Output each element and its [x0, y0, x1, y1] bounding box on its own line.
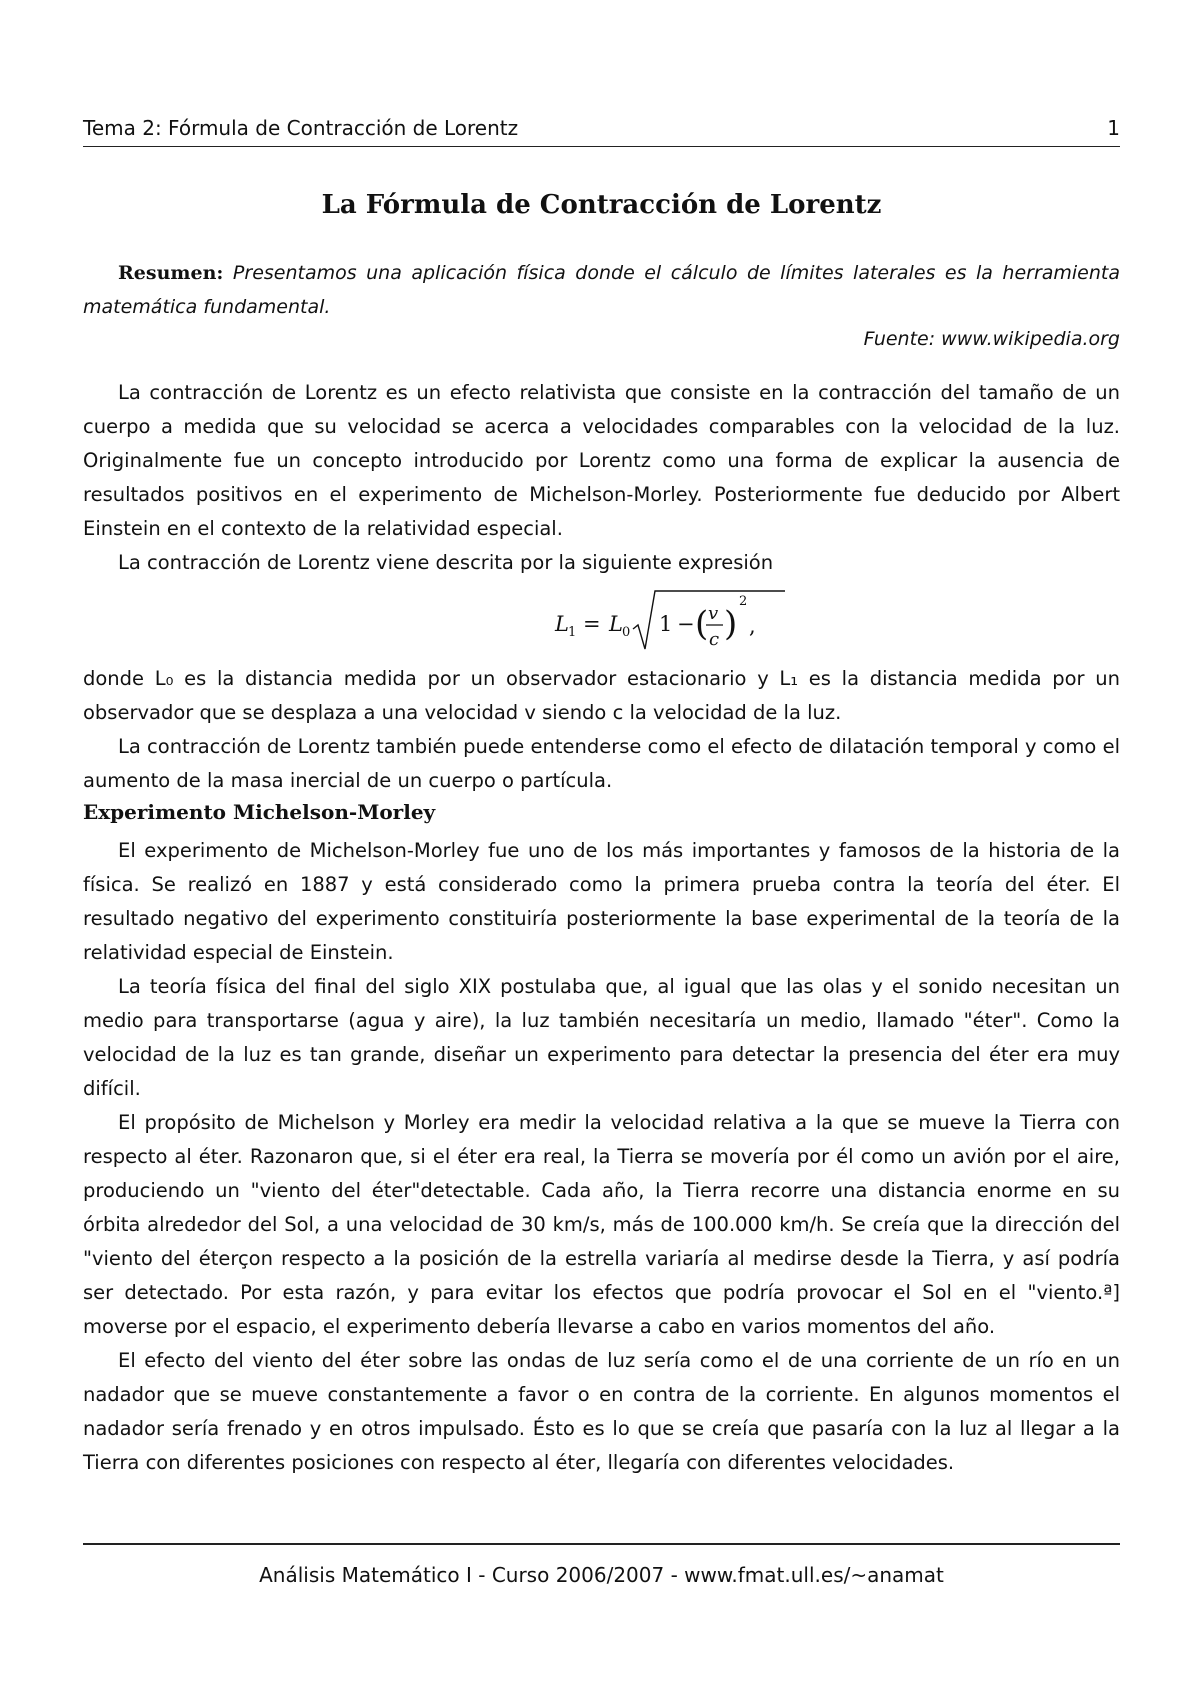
section-paragraphs — [83, 834, 1120, 1480]
running-header — [83, 116, 1120, 147]
paragraph: El experimento de Michelson-Morley fue uno de los más importantes y famosos de la historia de la física. Se realizó en 1887 y está considerado como la primera prueba contra la teoría del éter. El resultado negativo del experimento constituiría posteriormente la base experimental de la teoría de la relatividad especial de Einstein. — [83, 839, 1120, 964]
formula-den: c — [709, 629, 720, 650]
formula-comma: , — [749, 614, 756, 638]
post-formula-paragraphs — [83, 662, 1120, 798]
abstract-label: Resumen: — [118, 262, 224, 284]
formula-minus: − — [677, 612, 695, 636]
paragraph: donde L₀ es la distancia medida por un observador estacionario y L₁ es la distancia medida por un observador que se desplaza a una velocidad v siendo c la velocidad de la luz. — [83, 667, 1120, 724]
intro-paragraphs — [83, 376, 1120, 580]
formula-lhs: L — [555, 612, 569, 636]
section-heading: Experimento Michelson-Morley — [83, 800, 436, 824]
paragraph: La contracción de Lorentz viene descrita por la siguiente expresión — [118, 551, 774, 574]
header-title: Tema 2: Fórmula de Contracción de Lorentz — [83, 116, 519, 140]
paragraph: El efecto del viento del éter sobre las ondas de luz sería como el de una corriente de un río en un nadador que se mueve constantemente a favor o en contra de la corriente. En algunos momentos el nadador sería frenado y en otros impulsado. Ésto es lo que se creía que pasaría con la luz al llegar a la Tierra con diferentes posiciones con respecto al éter, llegaría con diferentes velocidades. — [83, 1349, 1120, 1474]
paragraph: La teoría física del final del siglo XIX postulaba que, al igual que las olas y el sonido necesitan un medio para transportarse (agua y aire), la luz también necesitaría un medio, llamado "éter". Como la velocidad de la luz es tan grande, diseñar un experimento para detectar la presencia del éter era muy difícil. — [83, 975, 1120, 1100]
paragraph: La contracción de Lorentz también puede entenderse como el efecto de dilatación temporal y como el aumento de la masa inercial de un cuerpo o partícula. — [83, 735, 1120, 792]
document-page — [83, 0, 1120, 1698]
formula-l0-sub: 0 — [622, 625, 631, 640]
footer-text: Análisis Matemático I - Curso 2006/2007 - www.fmat.ull.es/~anamat — [259, 1563, 944, 1587]
paragraph: El propósito de Michelson y Morley era medir la velocidad relativa a la que se mueve la Tierra con respecto al éter. Razonaron que, si el éter era real, la Tierra se movería por él como un avión por el aire, produciendo un "viento del éter"detectable. Cada año, la Tierra recorre una distancia enorme en su órbita alrededor del Sol, a una velocidad de 30 km/s, más de 100.000 km/h. Se creía que la dirección del "viento del éterçon respecto a la posición de la estrella variaría al medirse desde la Tierra, y así podría ser detectado. Por esta razón, y para evitar los efectos que podría provocar el Sol en el "viento.ª] moverse por el espacio, el experimento debería llevarse a cabo en varios momentos del año. — [83, 1111, 1120, 1338]
formula-num: v — [708, 603, 719, 624]
abstract-text: Presentamos una aplicación física donde el cálculo de límites laterales es la herramienta matemática fundamental. — [83, 262, 1121, 318]
page-footer — [83, 1543, 1120, 1587]
lorentz-formula — [83, 585, 1120, 655]
page-number: 1 — [1107, 116, 1120, 140]
document-title: La Fórmula de Contracción de Lorentz — [321, 190, 882, 220]
formula-one: 1 — [659, 612, 673, 636]
formula-lhs-sub: 1 — [568, 625, 577, 640]
right-paren: ) — [724, 604, 738, 644]
paragraph: La contracción de Lorentz es un efecto relativista que consiste en la contracción del tamaño de un cuerpo a medida que su velocidad se acerca a velocidades comparables con la velocidad de la luz. Originalmente fue un concepto introducido por Lorentz como una forma de explicar la ausencia de resultados positivos en el experimento de Michelson-Morley. Posteriormente fue deducido por Albert Einstein en el contexto de la relatividad especial. — [83, 381, 1120, 540]
formula-graphic — [553, 585, 793, 657]
formula-equals: = — [583, 612, 601, 636]
formula-exp: 2 — [739, 594, 748, 609]
left-paren: ( — [695, 604, 709, 644]
formula-l0: L — [609, 612, 623, 636]
abstract — [83, 256, 1120, 324]
abstract-source: Fuente: www.wikipedia.org — [863, 328, 1120, 350]
